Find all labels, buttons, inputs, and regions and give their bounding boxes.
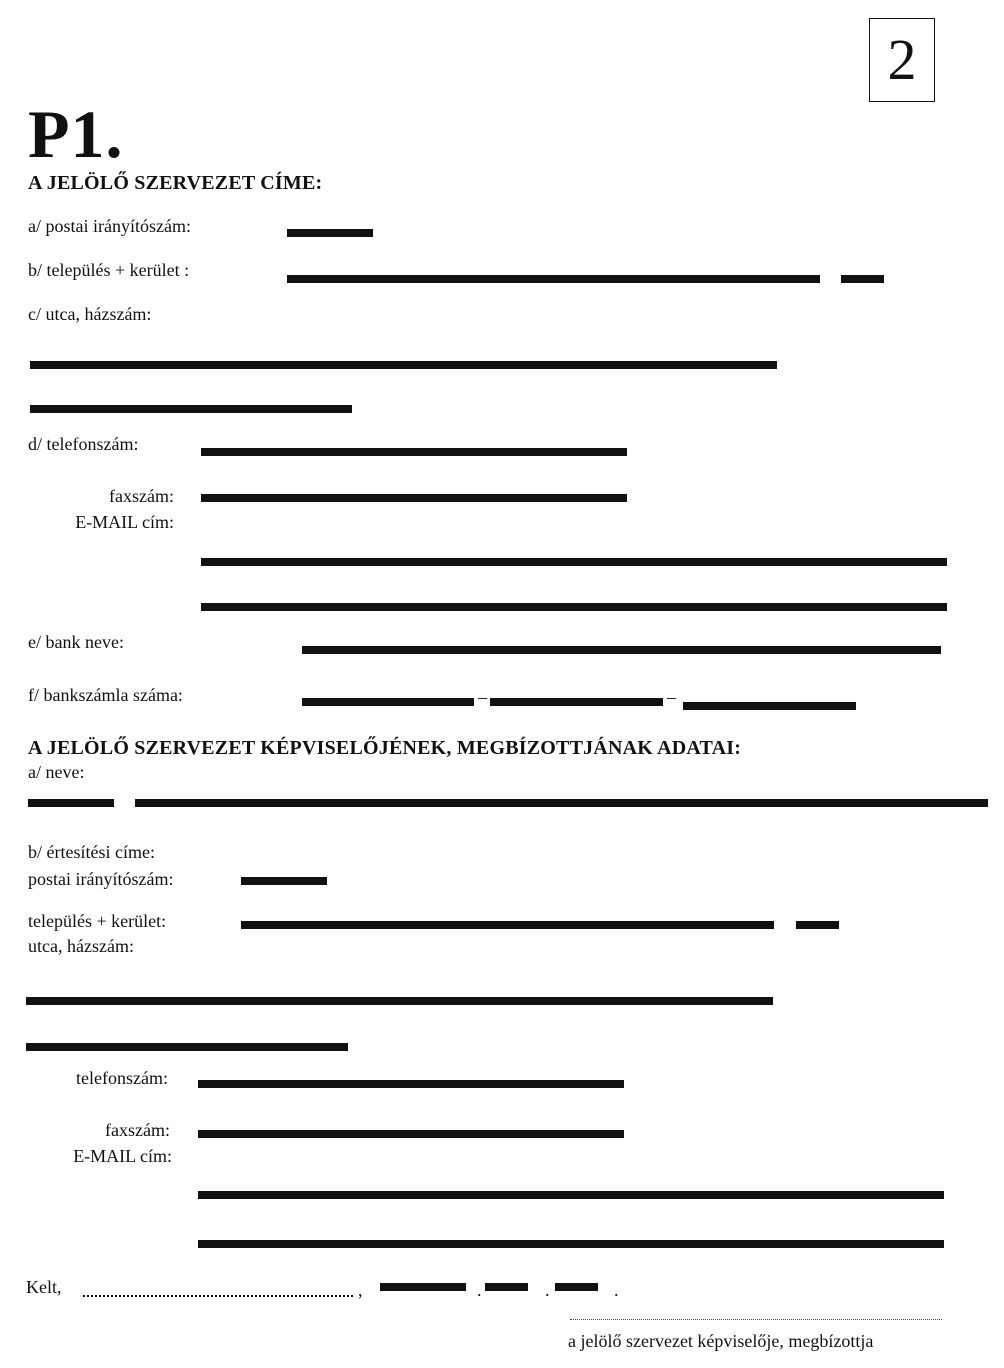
- place-label: Kelt,: [26, 1277, 62, 1297]
- rep-postal-code-label: postai irányítószám:: [28, 869, 174, 889]
- place-comma: ,: [358, 1280, 363, 1300]
- date-separator-2: .: [545, 1280, 550, 1300]
- date-year-field[interactable]: [380, 1281, 466, 1291]
- date-day-field[interactable]: [555, 1281, 598, 1291]
- section-heading-organization-address: A JELÖLŐ SZERVEZET CÍME:: [28, 172, 323, 194]
- phone-label: d/ telefonszám:: [28, 434, 139, 454]
- bank-account-part-3[interactable]: [683, 700, 856, 710]
- settlement-field[interactable]: [287, 273, 820, 283]
- rep-email-label: E-MAIL cím:: [73, 1146, 172, 1166]
- rep-phone-field[interactable]: [198, 1078, 624, 1088]
- rep-email-field-line-2[interactable]: [198, 1238, 944, 1248]
- bank-account-part-2[interactable]: [490, 696, 663, 706]
- street-field-line-1[interactable]: [30, 359, 777, 369]
- rep-fax-field[interactable]: [198, 1128, 624, 1138]
- representative-title-field[interactable]: [28, 797, 114, 807]
- postal-code-field[interactable]: [287, 227, 373, 237]
- phone-field[interactable]: [201, 446, 627, 456]
- settlement-label: b/ település + kerület :: [28, 260, 190, 280]
- signature-caption: a jelölő szervezet képviselője, megbízottja: [568, 1331, 874, 1351]
- section-heading-representative: A JELÖLŐ SZERVEZET KÉPVISELŐJÉNEK, MEGBÍZOTTJÁNAK ADATAI:: [28, 737, 742, 759]
- rep-street-field-line-2[interactable]: [26, 1041, 348, 1051]
- bank-account-part-1[interactable]: [302, 696, 474, 706]
- email-label: E-MAIL cím:: [75, 512, 174, 532]
- rep-postal-code-field[interactable]: [241, 875, 327, 885]
- rep-street-field-line-1[interactable]: [26, 995, 773, 1005]
- rep-settlement-field[interactable]: [241, 919, 774, 929]
- street-field-line-2[interactable]: [30, 403, 352, 413]
- email-field-line-1[interactable]: [201, 556, 947, 566]
- place-field[interactable]: [83, 1289, 353, 1297]
- email-field-line-2[interactable]: [201, 601, 947, 611]
- date-end-period: .: [614, 1280, 619, 1300]
- signature-line[interactable]: [570, 1313, 942, 1320]
- bank-account-separator-2: –: [667, 687, 676, 707]
- bank-account-separator-1: –: [478, 687, 487, 707]
- representative-name-label: a/ neve:: [28, 762, 85, 782]
- representative-name-field[interactable]: [135, 797, 988, 807]
- rep-fax-label: faxszám:: [105, 1120, 170, 1140]
- rep-email-field-line-1[interactable]: [198, 1189, 944, 1199]
- bank-name-label: e/ bank neve:: [28, 632, 124, 652]
- street-label: c/ utca, házszám:: [28, 304, 152, 324]
- date-month-field[interactable]: [485, 1281, 528, 1291]
- form-code: P1.: [28, 96, 124, 172]
- postal-code-label: a/ postai irányítószám:: [28, 216, 191, 236]
- bank-name-field[interactable]: [302, 644, 941, 654]
- bank-account-label: f/ bankszámla száma:: [28, 685, 183, 705]
- fax-field[interactable]: [201, 492, 627, 502]
- rep-district-field[interactable]: [796, 919, 839, 929]
- fax-label: faxszám:: [109, 486, 174, 506]
- page-number-box: 2: [869, 18, 935, 102]
- notify-address-label: b/ értesítési címe:: [28, 842, 155, 862]
- rep-street-label: utca, házszám:: [28, 936, 134, 956]
- district-field[interactable]: [841, 273, 884, 283]
- rep-phone-label: telefonszám:: [76, 1068, 168, 1088]
- date-separator-1: .: [477, 1280, 482, 1300]
- rep-settlement-label: település + kerület:: [28, 911, 167, 931]
